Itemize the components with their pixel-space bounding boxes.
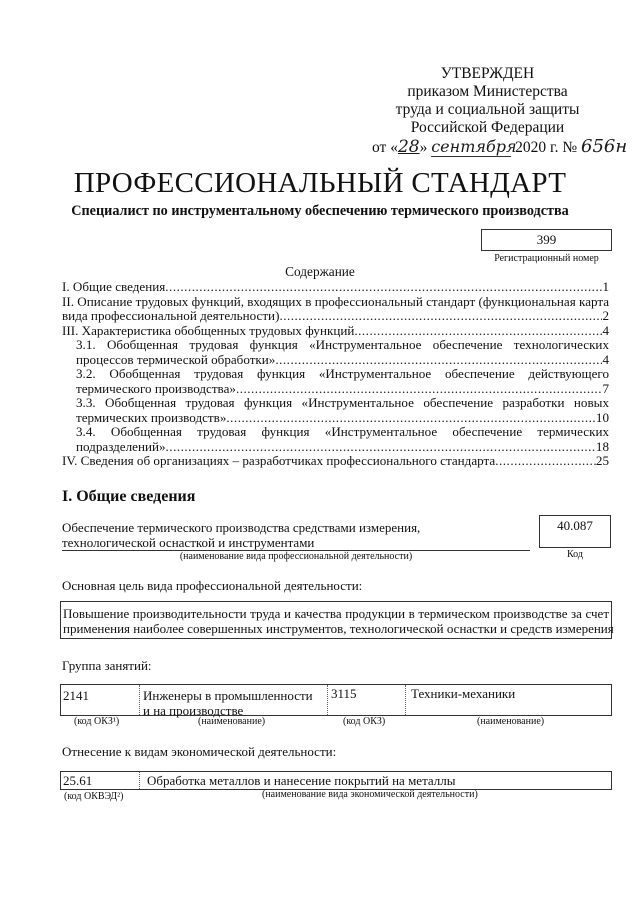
group-code: 2141 <box>63 688 89 703</box>
toc-item-page: 4 <box>602 351 609 367</box>
okved-name: Обработка металлов и нанесение покрытий на металлы <box>147 773 456 788</box>
group-caption: (наименование) <box>477 716 545 727</box>
okved-label: Отнесение к видам экономической деятельности: <box>62 744 337 759</box>
toc-item-title: II. Описание трудовых функций, входящих в профессиональный стандарт (функциональная карта <box>62 293 610 309</box>
approval-line: Российской Федерации <box>410 119 565 136</box>
group-name: Техники-механики <box>411 686 516 701</box>
approval-line: труда и социальной защиты <box>395 101 580 118</box>
group-name <box>143 688 333 718</box>
toc-item[interactable] <box>62 338 609 367</box>
activity-caption: (наименование вида профессиональной деятельности) <box>179 551 413 562</box>
toc-item-title: 3.1. Обобщенная трудовая функция «Инструментальное обеспечение технологических <box>76 337 609 352</box>
date-mid: » <box>419 139 428 156</box>
group-caption: (код ОКЗ¹) <box>74 716 120 727</box>
toc-item-page: 10 <box>595 409 609 425</box>
toc-item[interactable] <box>62 396 609 425</box>
toc-item-title: вида профессиональной деятельности) <box>62 308 280 323</box>
contents-heading: Содержание <box>285 264 355 279</box>
toc-item-title: 3.2. Обобщенная трудовая функция «Инструментальное обеспечение действующего <box>76 366 609 381</box>
goal-text: применения наиболее совершенных инструментов, технологической оснастки и средств измерения <box>63 621 614 636</box>
toc-item-title: подразделений» <box>76 438 166 454</box>
toc-item[interactable] <box>62 295 609 324</box>
group-caption: (наименование) <box>198 716 266 727</box>
group-code: 3115 <box>331 686 357 701</box>
order-number: 656н <box>581 136 628 157</box>
activity-name <box>62 520 530 551</box>
okved-code: 25.61 <box>63 773 93 788</box>
toc-item-page: 4 <box>602 322 609 338</box>
toc-item-page: 18 <box>595 438 609 454</box>
group-name-line: и на производстве <box>143 703 244 718</box>
toc-item-title: процессов термической обработки» <box>76 351 276 367</box>
toc-item[interactable] <box>62 280 609 295</box>
group-label: Группа занятий: <box>62 658 152 673</box>
date-month: сентября <box>431 137 517 156</box>
toc-item-page: 1 <box>602 279 609 294</box>
registration-caption: Регистрационный номер <box>494 253 599 264</box>
date-year: 2020 г. № <box>515 139 578 156</box>
toc-item-title: термических производств» <box>76 409 227 425</box>
toc-item-title: I. Общие сведения <box>62 279 166 294</box>
toc-item-page: 7 <box>602 380 609 396</box>
date-day: 28 <box>397 137 420 157</box>
toc-item-title: термического производства» <box>76 380 236 396</box>
date-prefix: от « <box>372 139 398 156</box>
document-subtitle: Специалист по инструментальному обеспечению термического производства <box>71 203 569 219</box>
okved-table <box>60 771 612 790</box>
document-title: ПРОФЕССИОНАЛЬНЫЙ СТАНДАРТ <box>73 167 567 199</box>
approval-date-line <box>372 136 632 157</box>
activity-code: 40.087 <box>539 515 611 548</box>
activity-name-line: Обеспечение термического производства средствами измерения, <box>62 520 421 535</box>
group-table <box>60 684 612 716</box>
approval-line: приказом Министерства <box>407 83 568 100</box>
toc-item-page: 25 <box>595 453 609 468</box>
table-of-contents <box>62 280 609 469</box>
approval-block <box>385 65 590 137</box>
toc-item-title: 3.4. Обобщенная трудовая функция «Инструментальное обеспечение термических <box>76 424 609 439</box>
group-name-line: Инженеры в промышленности <box>143 688 313 703</box>
toc-item[interactable] <box>62 324 609 339</box>
section-heading: I. Общие сведения <box>62 488 196 505</box>
approval-title: УТВЕРЖДЕН <box>440 65 535 82</box>
code-caption: Код <box>567 549 583 560</box>
goal-box <box>60 601 612 639</box>
goal-text: Повышение производительности труда и качества продукции в термическом производстве за счет <box>63 606 609 621</box>
activity-name-line: технологической оснасткой и инструментами <box>62 535 315 550</box>
toc-item[interactable] <box>62 425 609 454</box>
registration-number: 399 <box>481 229 612 251</box>
okved-caption: (наименование вида экономической деятельности) <box>262 789 478 800</box>
toc-item-title: 3.3. Обобщенная трудовая функция «Инструментальное обеспечение разработки новых <box>76 395 609 410</box>
toc-item[interactable] <box>62 367 609 396</box>
okved-caption: (код ОКВЭД²) <box>64 791 124 802</box>
toc-item[interactable] <box>62 454 609 469</box>
toc-item-title: IV. Сведения об организациях – разработчиках профессионального стандарта <box>62 453 496 468</box>
goal-label: Основная цель вида профессиональной деятельности: <box>62 578 363 593</box>
group-caption: (код ОКЗ) <box>343 716 386 727</box>
toc-item-title: III. Характеристика обобщенных трудовых функций <box>62 322 355 338</box>
toc-item-page: 2 <box>602 308 609 323</box>
